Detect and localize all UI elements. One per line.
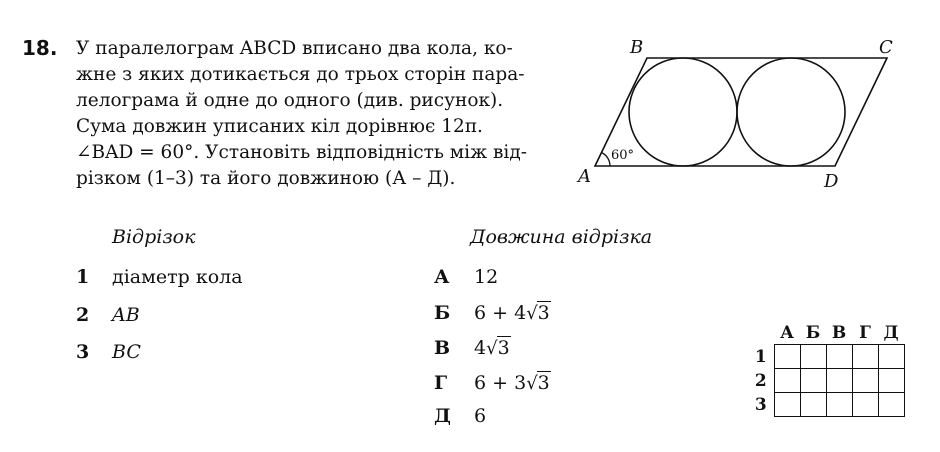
answer-cell-1-d[interactable] bbox=[878, 345, 904, 369]
answer-cell-2-d[interactable] bbox=[878, 369, 904, 393]
parallelogram bbox=[595, 58, 887, 166]
option-value-a-text: 12 bbox=[474, 266, 499, 288]
answer-grid bbox=[748, 322, 905, 417]
vertex-label-b: B bbox=[630, 37, 644, 58]
option-value-d bbox=[474, 405, 486, 427]
option-value-g-radicand: 3 bbox=[537, 372, 550, 394]
answer-cell-3-v[interactable] bbox=[826, 393, 852, 417]
option-value-v bbox=[474, 337, 511, 359]
vertex-label-d: D bbox=[824, 171, 839, 192]
answer-cell-1-g[interactable] bbox=[852, 345, 878, 369]
problem-line-5: ∠BAD = 60°. Установіть відповідність між від- bbox=[76, 142, 527, 163]
sqrt-symbol-b: √3 bbox=[526, 302, 550, 324]
option-letter-g: Г bbox=[434, 372, 448, 394]
answer-cell-1-b[interactable] bbox=[800, 345, 826, 369]
grid-row-label: 3 bbox=[754, 394, 767, 415]
segment-text-3: BC bbox=[112, 341, 141, 363]
figure-svg bbox=[570, 30, 900, 200]
segment-column-header: Відрізок bbox=[112, 226, 196, 248]
option-value-b-radicand: 3 bbox=[537, 302, 550, 324]
answer-cell-2-g[interactable] bbox=[852, 369, 878, 393]
grid-row-label: 1 bbox=[754, 346, 767, 367]
problem-line-1: У паралелограм ABCD вписано два кола, ко- bbox=[76, 38, 513, 59]
answer-cell-2-v[interactable] bbox=[826, 369, 852, 393]
sqrt-symbol-v: √3 bbox=[486, 337, 510, 359]
grid-column-header: Б bbox=[805, 323, 821, 343]
option-letter-b: Б bbox=[434, 302, 451, 324]
grid-column-header: А bbox=[780, 323, 794, 343]
option-letter-a: А bbox=[434, 266, 450, 288]
segment-number-1: 1 bbox=[76, 266, 90, 288]
grid-column-header: В bbox=[831, 323, 847, 343]
parallelogram-figure bbox=[570, 30, 900, 200]
answer-cell-3-b[interactable] bbox=[800, 393, 826, 417]
inscribed-circle-left bbox=[629, 58, 737, 166]
option-value-b-text: 6 + 4 bbox=[474, 302, 527, 324]
inscribed-circle-right bbox=[737, 58, 845, 166]
option-value-g bbox=[474, 372, 551, 394]
problem-line-6: різком (1–3) та його довжиною (А – Д). bbox=[76, 168, 456, 189]
grid-corner bbox=[748, 322, 774, 345]
grid-row-label: 2 bbox=[754, 370, 767, 391]
vertex-label-a: A bbox=[578, 166, 591, 187]
sqrt-symbol-g: √3 bbox=[526, 372, 550, 394]
answer-cell-2-b[interactable] bbox=[800, 369, 826, 393]
answer-grid-table bbox=[748, 322, 905, 417]
answer-cell-2-a[interactable] bbox=[774, 369, 800, 393]
option-value-b bbox=[474, 302, 551, 324]
angle-label: 60° bbox=[611, 148, 635, 163]
answer-cell-3-d[interactable] bbox=[878, 393, 904, 417]
angle-arc bbox=[602, 153, 611, 167]
problem-line-3: лелограма й одне до одного (див. рисунок). bbox=[76, 90, 504, 111]
answer-cell-1-a[interactable] bbox=[774, 345, 800, 369]
option-value-g-text: 6 + 3 bbox=[474, 372, 527, 394]
answer-cell-3-g[interactable] bbox=[852, 393, 878, 417]
grid-column-header: Г bbox=[859, 323, 871, 343]
answer-cell-1-v[interactable] bbox=[826, 345, 852, 369]
question-number: 18. bbox=[22, 36, 58, 60]
length-column-header: Довжина відрізка bbox=[470, 226, 653, 248]
segment-text-1: діаметр кола bbox=[112, 266, 243, 288]
option-value-v-text: 4 bbox=[474, 337, 487, 359]
problem-line-4: Сума довжин уписаних кіл дорівнює 12π. bbox=[76, 116, 483, 137]
problem-text bbox=[76, 36, 540, 192]
grid-column-header: Д bbox=[883, 323, 899, 343]
option-value-v-radicand: 3 bbox=[497, 337, 510, 359]
segment-number-2: 2 bbox=[76, 304, 90, 326]
segment-text-2: AB bbox=[112, 304, 140, 326]
option-value-a bbox=[474, 266, 498, 288]
problem-line-2: жне з яких дотикається до трьох сторін пара- bbox=[76, 64, 525, 85]
answer-cell-3-a[interactable] bbox=[774, 393, 800, 417]
vertex-label-c: C bbox=[879, 37, 893, 58]
option-letter-v: В bbox=[434, 337, 451, 359]
segment-number-3: 3 bbox=[76, 341, 90, 363]
option-letter-d: Д bbox=[434, 405, 451, 427]
option-value-d-text: 6 bbox=[474, 405, 487, 427]
